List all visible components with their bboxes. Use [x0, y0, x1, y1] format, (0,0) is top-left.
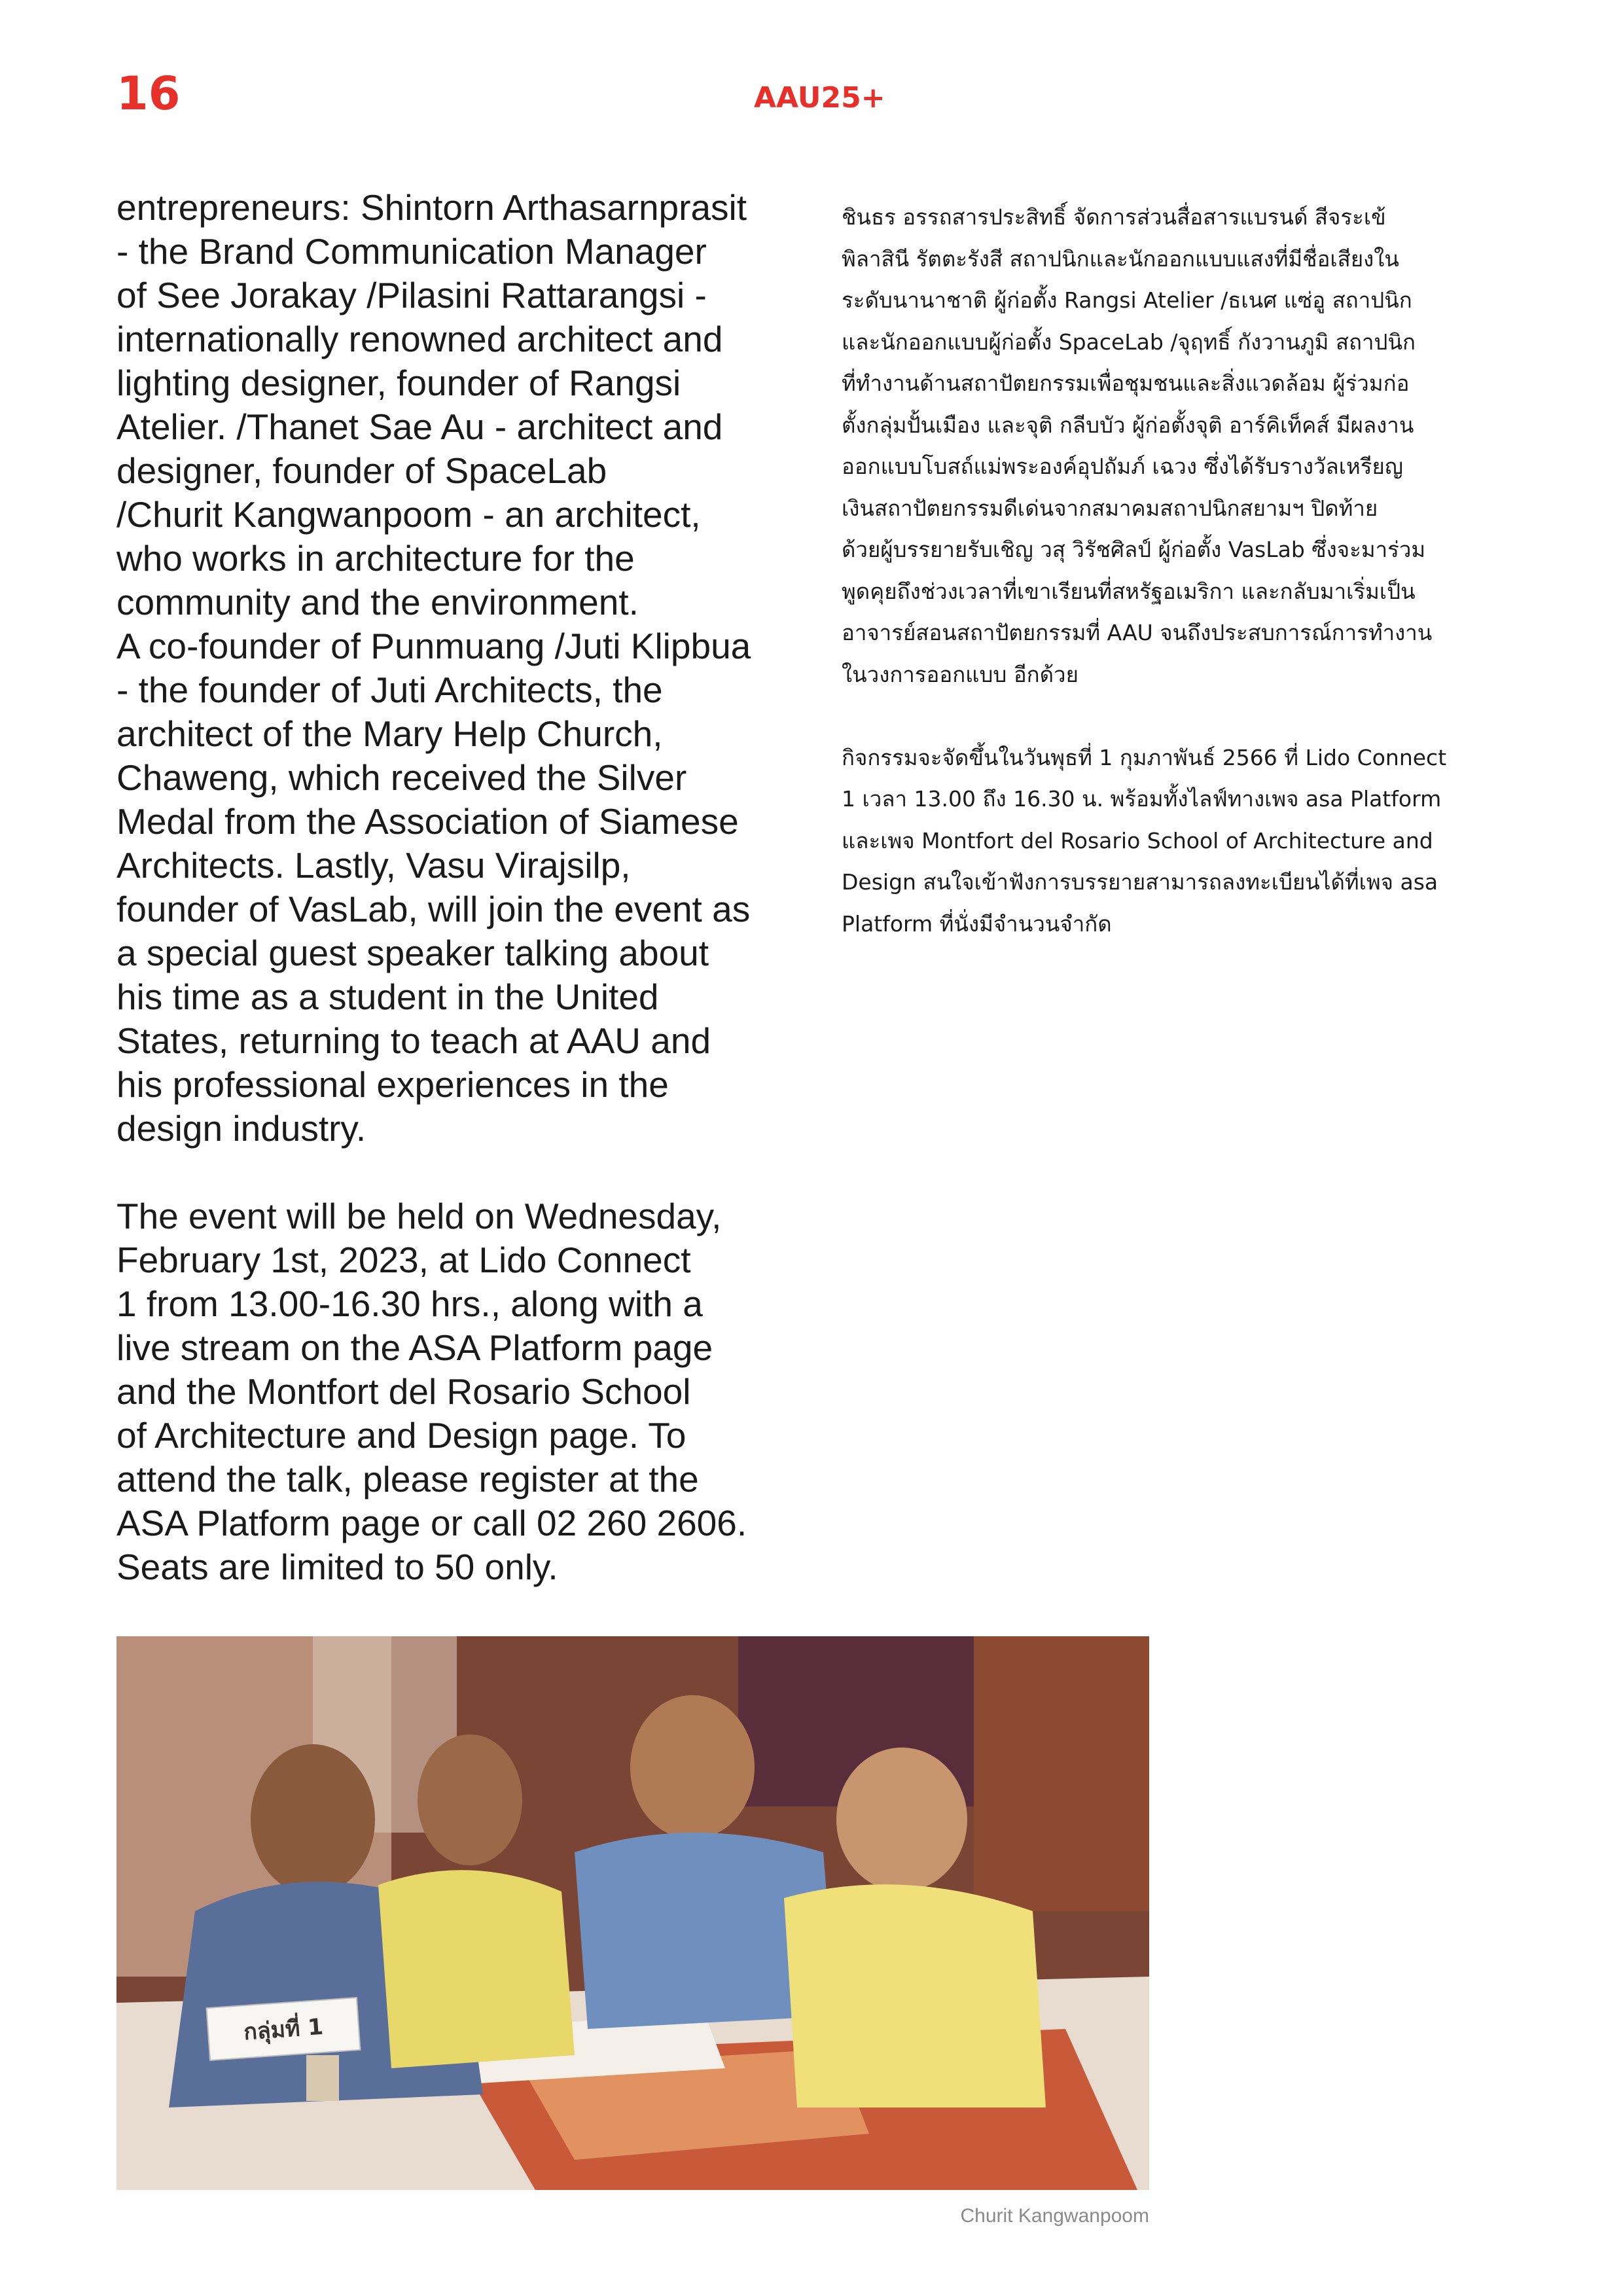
thai-paragraph-1: ชินธร อรรถสารประสิทธิ์ จัดการส่วนสื่อสารแบรนด์ สีจระเข้ พิลาสินี รัตตะรังสี สถาปนิกและนักออกแบบแสงที่มีชื่อเสียงใน ระดับนานาชาติ ผู้ก่อตั้ง Rangsi Atelier /ธเนศ แซ่อู สถาปนิก และนักออกแบบผู้ก่อตั้ง SpaceLab /จุฤทธิ์ กังวานภูมิ สถาปนิก ที่ทำงานด้านสถาปัตยกรรมเพื่อชุมชนและสิ่งแวดล้อม ผู้ร่วมก่อ ตั้งกลุ่มปั้นเมือง และจุติ กลีบบัว ผู้ก่อตั้งจุติ อาร์คิเท็คส์ มีผลงาน ออกแบบโบสถ์แม่พระองค์อุปถัมภ์ เฉวง ซึ่งได้รับรางวัลเหรียญ เงินสถาปัตยกรรมดีเด่นจากสมาคมสถาปนิกสยามฯ ปิดท้าย ด้วยผู้บรรยายรับเชิญ วสุ วิรัชศิลป์ ผู้ก่อตั้ง VasLab ซึ่งจะมาร่วม พูดคุยถึงช่วงเวลาที่เขาเรียนที่สหรัฐอเมริกา และกลับมาเริ่มเป็น อาจารย์สอนสถาปัตยกรรมที่ AAU จนถึงประสบการณ์การทำงาน ในวงการออกแบบ อีกด้วย [842, 204, 1433, 687]
thai-paragraph-2: กิจกรรมจะจัดขึ้นในวันพุธที่ 1 กุมภาพันธ์ 2566 ที่ Lido Connect 1 เวลา 13.00 ถึง 16.30 น. พร้อมทั้งไลฟ์ทางเพจ asa Platform และเพจ Montfort del Rosario School of Architecture and Design สนใจเข้าฟังการบรรยายสามารถลงทะเบียนได้ที่เพจ asa Platform ที่นั่งมีจำนวนจำกัด [842, 744, 1447, 937]
photo-table-card-text: กลุ่มที่ 1 [242, 2013, 325, 2046]
workshop-photo [116, 1636, 1149, 2190]
english-paragraph-2: The event will be held on Wednesday, February 1st, 2023, at Lido Connect 1 from 13.00-16.30 hrs., along with a live stream on the ASA Platform page and the Montfort del Rosario School of Architecture and Design page. To attend the talk, please register at the ASA Platform page or call 02 260 2606. Seats are limited to 50 only. [116, 1196, 747, 1587]
workshop-photo-illustration [116, 1636, 1149, 2190]
header-title: AAU25+ [754, 81, 885, 115]
photo-person-second-body [378, 1870, 575, 2068]
english-paragraph-1: entrepreneurs: Shintorn Arthasarnprasit - the Brand Communication Manager of See Jorakay /Pilasini Rattarangsi - internationally renowned architect and lighting designer, founder of Rangsi Atelier. /Thanet Sae Au - architect and designer, founder of SpaceLab /Churit Kangwanpoom - an architect, who works in architecture for the community and the environment. A co-founder of Punmuang /Juti Klipbua - the founder of Juti Architects, the architect of the Mary Help Church, Chaweng, which received the Silver Medal from the Association of Siamese Architects. Lastly, Vasu Virajsilp, founder of VasLab, will join the event as a special guest speaker talking about his time as a student in the United States, returning to teach at AAU and his professional experiences in the design industry. [116, 187, 751, 1149]
photo-caption: Churit Kangwanpoom [960, 2205, 1149, 2227]
photo-person-left-head [251, 1744, 375, 1895]
photo-person-right-body [784, 1884, 1046, 2108]
photo-person-right-head [836, 1748, 967, 1892]
english-column [116, 186, 823, 1589]
thai-column [842, 196, 1529, 944]
photo-person-second-head [418, 1734, 522, 1865]
photo-person-center-head [630, 1695, 755, 1839]
photo-wall-right [974, 1636, 1149, 1911]
photo-pencil-cup [306, 2055, 339, 2101]
page-number: 16 [116, 67, 181, 120]
